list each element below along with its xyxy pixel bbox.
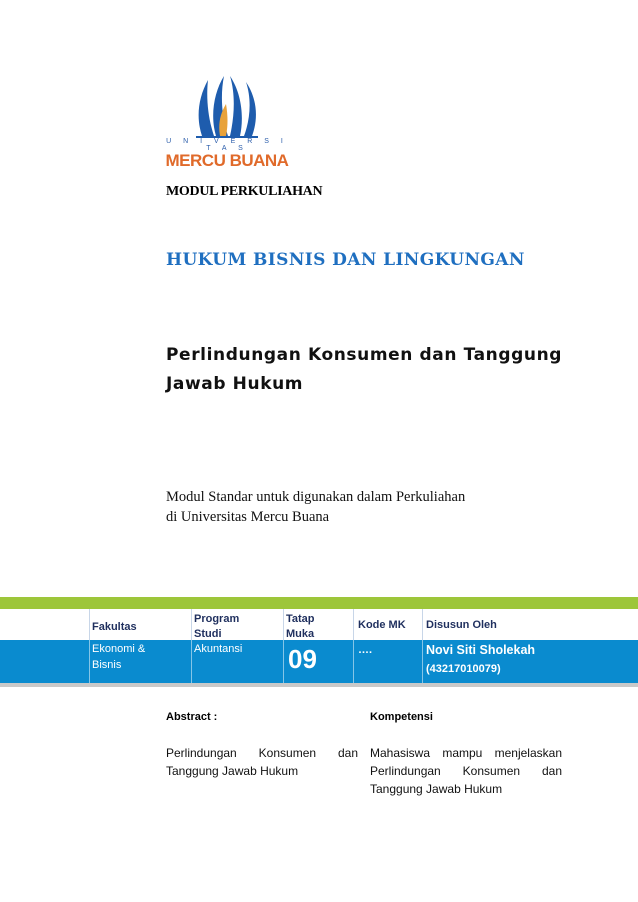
value-fakultas-line1: Ekonomi & — [92, 643, 146, 655]
value-fakultas — [92, 641, 145, 673]
value-kode-mk: …. — [358, 644, 373, 656]
value-fakultas-line2: Bisnis — [92, 659, 122, 671]
logo-mercu-buana-text: MERCU BUANA — [165, 151, 289, 170]
header-disusun-oleh: Disusun Oleh — [426, 619, 497, 631]
description-line-2: di Universitas Mercu Buana — [166, 509, 330, 525]
logo-universitas-text: U N I V E R S I T A S — [166, 138, 288, 152]
column-divider — [191, 609, 192, 640]
modul-label: MODUL PERKULIAHAN — [166, 184, 323, 199]
header-tatap-muka-line1: Tatap — [286, 613, 315, 625]
value-penyusun: Novi Siti Sholekah — [426, 643, 536, 657]
column-divider — [422, 640, 423, 683]
value-nim: (43217010079) — [426, 663, 501, 675]
university-logo — [162, 74, 292, 178]
header-kode-mk: Kode MK — [358, 619, 406, 631]
column-divider — [353, 640, 354, 683]
header-program-studi — [194, 612, 239, 642]
topic-title: Perlindungan Konsumen dan Tanggung Jawab Hukum — [166, 345, 563, 394]
column-divider — [191, 640, 192, 683]
flame-icon — [162, 74, 292, 138]
info-table-top-stripe — [0, 597, 638, 609]
info-table-bottom-stripe — [0, 683, 638, 687]
header-program-studi-line2: Studi — [194, 628, 222, 640]
description-line-1: Modul Standar untuk digunakan dalam Perkuliahan — [166, 489, 466, 505]
column-divider — [422, 609, 423, 640]
column-divider — [89, 609, 90, 640]
column-divider — [89, 640, 90, 683]
value-tatap-muka: 09 — [288, 644, 317, 674]
header-fakultas: Fakultas — [92, 621, 137, 633]
kompetensi-text: Mahasiswa mampu menjelaskan Perlindungan Konsumen dan Tanggung Jawab Hukum — [370, 746, 562, 796]
course-title: HUKUM BISNIS DAN LINGKUNGAN — [166, 250, 525, 270]
value-program-studi: Akuntansi — [194, 643, 243, 655]
column-divider — [283, 609, 284, 640]
column-divider — [283, 640, 284, 683]
module-description — [166, 487, 586, 527]
kompetensi-label: Kompetensi — [370, 711, 433, 723]
header-tatap-muka — [286, 612, 315, 642]
abstract-text: Perlindungan Konsumen dan Tanggung Jawab Hukum — [166, 746, 358, 778]
abstract-label: Abstract : — [166, 711, 218, 723]
header-tatap-muka-line2: Muka — [286, 628, 315, 640]
column-divider — [353, 609, 354, 640]
header-program-studi-line1: Program — [194, 613, 240, 625]
